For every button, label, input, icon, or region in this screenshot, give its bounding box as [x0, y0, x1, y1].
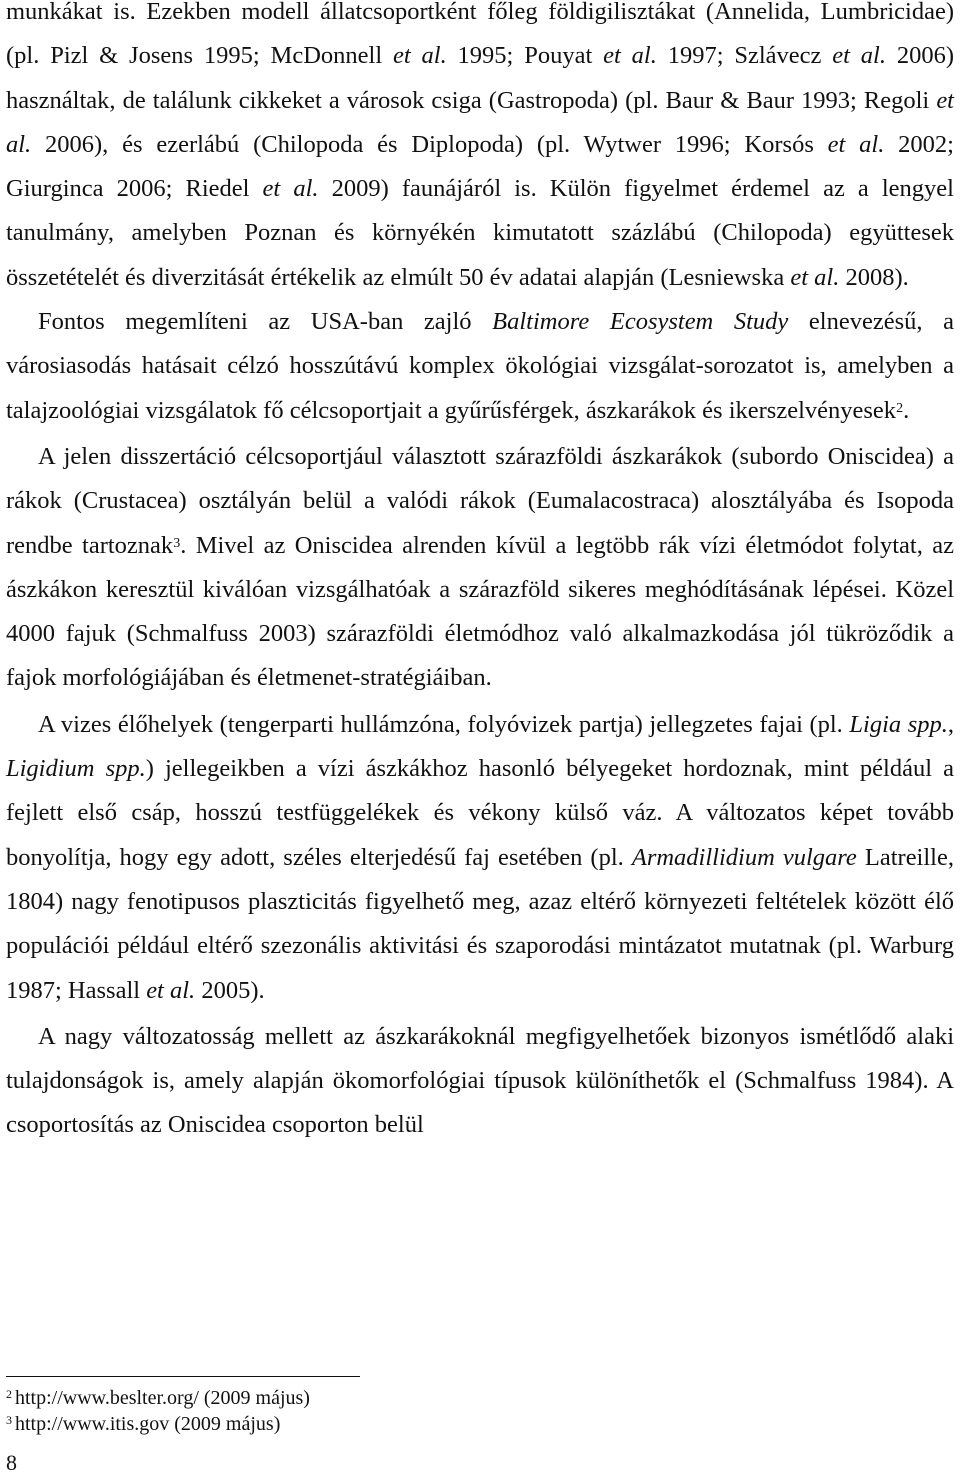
body-text	[6, 0, 954, 1148]
footnotes	[6, 1385, 706, 1437]
italic-study-name: Baltimore Ecosystem Study	[492, 308, 789, 336]
paragraph-1-text: 1997; Szlávecz	[656, 42, 833, 70]
footnote-3	[6, 1411, 706, 1437]
italic-et-al: et al.	[392, 42, 447, 70]
italic-et-al: et al.	[603, 42, 657, 70]
paragraph-4-text: Latreille, 1804) nagy fenotipusos plaszticitás figyelhető meg, azaz eltérő környezeti feltételek között élő populációi például eltérő szezonális aktivitási és szaporodási mintázatot mutatnak (pl. Warburg 1987; Hassall	[6, 843, 954, 1004]
paragraph-4-text: A vizes élőhelyek (tengerparti hullámzóna, folyóvizek partja) jellegzetes fajai (pl.	[38, 710, 850, 738]
paragraph-2	[6, 300, 954, 433]
footnote-marker: 2	[6, 1387, 12, 1401]
footnote-link[interactable]: http://www.beslter.org/ (2009 május)	[15, 1387, 310, 1409]
paragraph-1	[6, 0, 954, 300]
footnote-reference[interactable]: 2	[896, 400, 904, 416]
paragraph-1-text: 1995; Pouyat	[446, 42, 604, 70]
paragraph-5-text: A nagy változatosság mellett az ászkarákoknál megfigyelhetőek bizonyos ismétlődő alaki tulajdonságok is, amely alapján ökomorfológiai típusok különíthetők el (Schmalfuss 1984). A csoportosítás az Oniscidea csoporton belül	[6, 1022, 954, 1139]
paragraph-2-text: elnevezésű, a városiasodás hatásait célzó hosszútávú komplex ökológiai vizsgálat-sorozatot is, amelyben a talajzoológiai vizsgálatok fő célcsoportjait a gyűrűsférgek, ászkarákok és ikerszelvényesek	[6, 308, 955, 424]
paragraph-2-text: .	[903, 396, 910, 424]
paragraph-4	[6, 703, 954, 1013]
footnote-link[interactable]: http://www.itis.gov (2009 május)	[15, 1413, 281, 1435]
paragraph-1-text: 2006) használtak, de találunk cikkeket a városok csiga (Gastropoda) (pl. Baur & Baur 1993; Regoli	[6, 42, 954, 114]
paragraph-4-text: 2005).	[195, 976, 265, 1004]
page-number: 8	[6, 1450, 17, 1475]
paragraph-1-text: munkákat is. Ezekben modell állatcsoportként főleg földigilisztákat (Annelida, Lumbricidae) (pl. Pizl & Josens 1995; McDonnell	[6, 0, 954, 70]
footnote-2	[6, 1385, 706, 1411]
italic-et-al: et al.	[827, 130, 885, 158]
footnote-marker: 3	[6, 1413, 12, 1427]
italic-taxon: Ligia spp.	[849, 710, 948, 738]
italic-et-al: et al.	[146, 976, 196, 1004]
paragraph-1-text: 2002; Giurginca 2006; Riedel	[6, 130, 954, 203]
paragraph-1-text: 2006), és ezerlábú (Chilopoda és Diplopoda) (pl. Wytwer 1996; Korsós	[31, 130, 828, 158]
paragraph-3-text: A jelen disszertáció célcsoportjául választott szárazföldi ászkarákok (subordo Oniscidea) a rákok (Crustacea) osztályán belül a valódi rákok (Eumalacostraca) alosztályába és Isopoda rendbe tartoznak	[6, 442, 954, 559]
footnote-reference[interactable]: 3	[173, 535, 181, 551]
italic-et-al: et al.	[262, 175, 319, 203]
paragraph-2-text: Fontos megemlíteni az USA-ban zajló	[38, 308, 493, 336]
footnote-separator	[6, 1376, 360, 1377]
italic-et-al: et al.	[790, 263, 840, 291]
italic-taxon: Ligidium spp.	[6, 755, 146, 783]
paragraph-4-text: ) jellegeikben a vízi ászkákhoz hasonló bélyegeket hordoznak, mint például a fejlett első csáp, hosszú testfüggelékek és vékony külső váz. A változatos képet tovább bonyolítja, hogy egy adott, széles elterjedésű faj esetében (pl.	[6, 755, 954, 871]
paragraph-1-text: 2009) faunájáról is. Külön figyelmet érdemel az a lengyel tanulmány, amelyben Poznan és környékén kimutatott százlábú (Chilopoda) együttesek összetételét és diverzitását értékelik az elmúlt 50 év adatai alapján (Lesniewska	[6, 175, 954, 291]
italic-et-al: et al.	[832, 42, 886, 70]
italic-taxon: Armadillidium vulgare	[631, 843, 857, 871]
paragraph-5	[6, 1015, 954, 1148]
italic-et-al: et al.	[6, 86, 954, 158]
paragraph-1-text: 2008).	[839, 263, 909, 291]
paragraph-4-text: ,	[947, 710, 954, 738]
paragraph-3-text: . Mivel az Oniscidea alrenden kívül a legtöbb rák vízi életmódot folytat, az ászkákon keresztül kiválóan vizsgálhatóak a szárazföld sikeres meghódításának lépései. Közel 4000 fajuk (Schmalfuss 2003) szárazföldi életmódhoz való alkalmazkodása jól tükröződik a fajok morfológiájában és életmenet-stratégiáiban.	[6, 531, 954, 692]
paragraph-3	[6, 435, 954, 701]
